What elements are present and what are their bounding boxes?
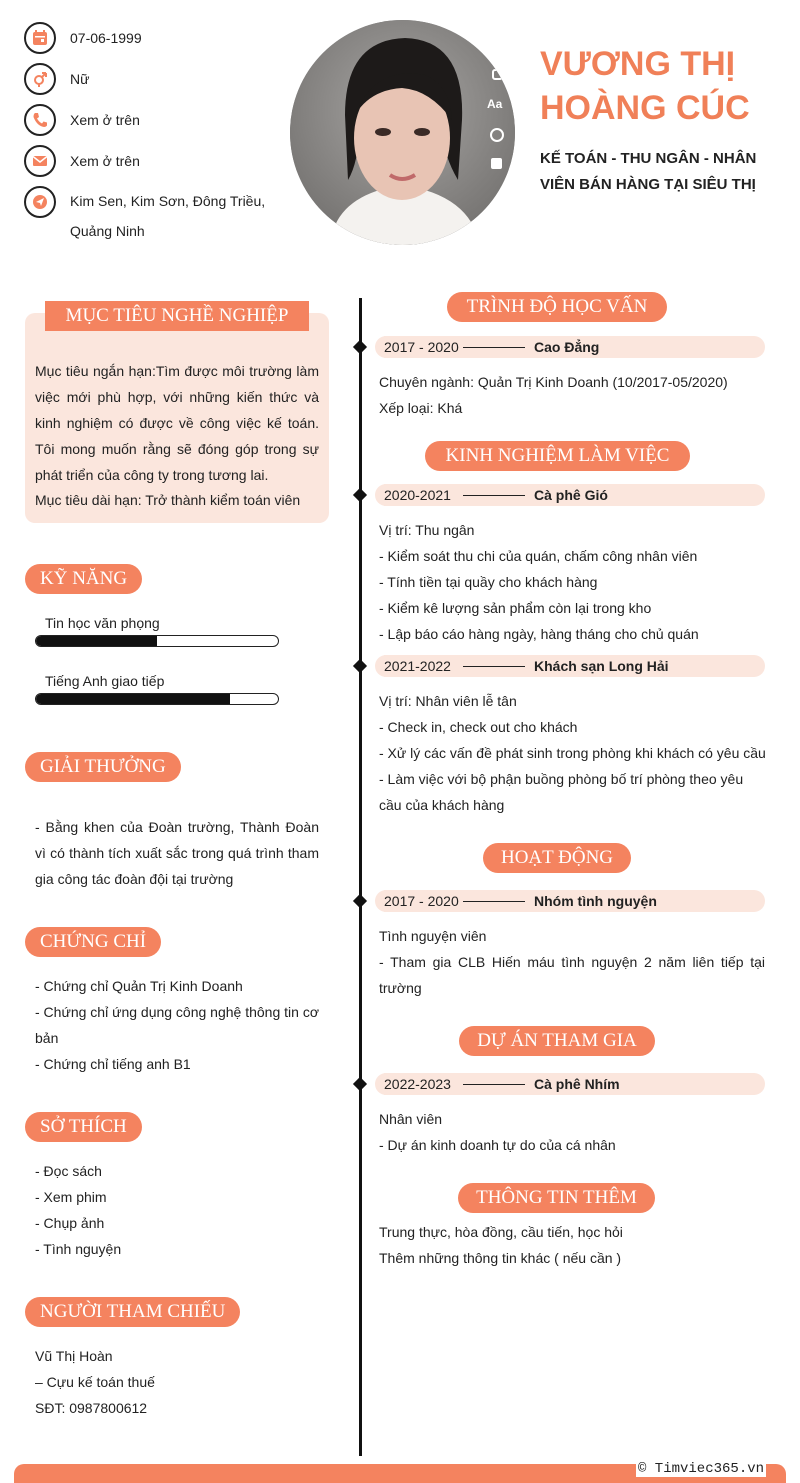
experience-line: - Check in, check out cho khách bbox=[379, 719, 578, 735]
entry-date: 2017 - 2020 bbox=[384, 336, 459, 358]
address-text: Kim Sen, Kim Sơn, Đông Triều, Quảng Ninh bbox=[70, 193, 266, 239]
extra-line: Thêm những thông tin khác ( nếu cần ) bbox=[379, 1250, 622, 1266]
awards-heading: GIẢI THƯỞNG bbox=[25, 752, 181, 782]
activities-text: - Tham gia CLB Hiến máu tình nguyện 2 năm liên tiếp tại trường bbox=[379, 954, 765, 996]
hobby-item: - Xem phim bbox=[35, 1189, 107, 1205]
phone-icon bbox=[24, 104, 56, 136]
education-heading: TRÌNH ĐỘ HỌC VẤN bbox=[447, 292, 667, 322]
experience-line: - Làm việc với bộ phận buồng phòng bố trí phòng theo yêu cầu của khách hàng bbox=[379, 771, 744, 813]
projects-heading: DỰ ÁN THAM GIA bbox=[459, 1026, 655, 1056]
candidate-name bbox=[540, 42, 750, 130]
objective-heading: MỤC TIÊU NGHỀ NGHIỆP bbox=[45, 301, 309, 331]
skill-bar-fill-2 bbox=[36, 694, 230, 704]
reference-phone: SĐT: 0987800612 bbox=[35, 1400, 148, 1416]
entry-date: 2021-2022 bbox=[384, 655, 451, 677]
timeline-marker bbox=[353, 1077, 367, 1091]
contact-phone bbox=[24, 104, 140, 136]
skill-label-1: Tin học văn phọng bbox=[45, 615, 160, 631]
certificate-item: - Chứng chỉ tiếng anh B1 bbox=[35, 1056, 191, 1072]
timeline-marker bbox=[353, 340, 367, 354]
experience-line: Vị trí: Nhân viên lễ tân bbox=[379, 693, 517, 709]
entry-connector bbox=[463, 1084, 525, 1085]
objective-short-term: Mục tiêu ngắn hạn:Tìm được môi trường làm việc mới phù hợp, với những kiến thức và kinh nghiệm có được về công việc kế toán. Tôi mong muốn rằng sẽ đóng góp trong sự phát triển của công ty trong tương lai. bbox=[35, 363, 319, 483]
experience-line: - Kiểm kê lượng sản phẩm còn lại trong kho bbox=[379, 600, 652, 616]
experience-entry bbox=[355, 655, 765, 677]
references-heading: NGƯỜI THAM CHIẾU bbox=[25, 1297, 240, 1327]
photo-overlay-text: Aa bbox=[487, 97, 503, 111]
experience-heading: KINH NGHIỆM LÀM VIỆC bbox=[425, 441, 690, 471]
extra-heading: THÔNG TIN THÊM bbox=[458, 1183, 655, 1213]
job-title: KẾ TOÁN - THU NGÂN - NHÂN VIÊN BÁN HÀNG TẠI SIÊU THỊ bbox=[540, 150, 757, 193]
email-icon bbox=[24, 145, 56, 177]
experience-line: - Kiểm soát thu chi của quán, chấm công nhân viên bbox=[379, 548, 698, 564]
entry-connector bbox=[463, 666, 525, 667]
dob-text: 07-06-1999 bbox=[70, 30, 142, 46]
skills-heading: KỸ NĂNG bbox=[25, 564, 142, 594]
education-entry bbox=[355, 336, 765, 358]
entry-date: 2017 - 2020 bbox=[384, 890, 459, 912]
entry-org: Khách sạn Long Hải bbox=[534, 658, 669, 674]
reference-name: Vũ Thị Hoàn bbox=[35, 1348, 113, 1364]
education-line: Chuyên ngành: Quản Trị Kinh Doanh (10/2017-05/2020) bbox=[379, 374, 728, 390]
experience-entry bbox=[355, 484, 765, 506]
entry-connector bbox=[463, 495, 525, 496]
phone-text: Xem ở trên bbox=[70, 112, 140, 128]
projects-line: - Dự án kinh doanh tự do của cá nhân bbox=[379, 1137, 616, 1153]
certificate-item: - Chứng chỉ ứng dụng công nghệ thông tin cơ bản bbox=[35, 1004, 319, 1046]
contact-address bbox=[24, 186, 280, 246]
timeline-marker bbox=[353, 659, 367, 673]
extra-line: Trung thực, hòa đồng, cầu tiến, học hỏi bbox=[379, 1224, 623, 1240]
experience-line: Vị trí: Thu ngân bbox=[379, 522, 475, 538]
hobby-item: - Tình nguyện bbox=[35, 1241, 122, 1257]
activities-entry bbox=[355, 890, 765, 912]
reference-role: – Cựu kế toán thuế bbox=[35, 1374, 155, 1390]
name-line1: VƯƠNG THỊ bbox=[540, 45, 736, 83]
experience-line: - Xử lý các vấn đề phát sinh trong phòng khi khách có yêu cầu bbox=[379, 745, 766, 761]
hobby-item: - Đọc sách bbox=[35, 1163, 102, 1179]
entry-org: Cà phê Gió bbox=[534, 487, 608, 503]
skill-label-2: Tiếng Anh giao tiếp bbox=[45, 673, 165, 689]
certificate-item: - Chứng chỉ Quản Trị Kinh Doanh bbox=[35, 978, 243, 994]
entry-date: 2020-2021 bbox=[384, 484, 451, 506]
watermark: © Timviec365.vn bbox=[638, 1461, 765, 1477]
experience-line: - Tính tiền tại quầy cho khách hàng bbox=[379, 574, 598, 590]
objective-long-term: Mục tiêu dài hạn: Trở thành kiểm toán viên bbox=[35, 492, 301, 508]
certificates-heading: CHỨNG CHỈ bbox=[25, 927, 161, 957]
location-icon bbox=[24, 186, 56, 218]
timeline-marker bbox=[353, 894, 367, 908]
projects-line: Nhân viên bbox=[379, 1111, 443, 1127]
contact-gender bbox=[24, 63, 89, 95]
skill-bar-fill-1 bbox=[36, 636, 157, 646]
calendar-icon bbox=[24, 22, 56, 54]
experience-line: - Lập báo cáo hàng ngày, hàng tháng cho chủ quán bbox=[379, 626, 699, 642]
timeline-marker bbox=[353, 488, 367, 502]
hobby-item: - Chụp ảnh bbox=[35, 1215, 105, 1231]
gender-text: Nữ bbox=[70, 71, 90, 87]
projects-entry bbox=[355, 1073, 765, 1095]
timeline-line bbox=[359, 298, 362, 1456]
hobbies-heading: SỞ THÍCH bbox=[25, 1112, 142, 1142]
contact-email bbox=[24, 145, 140, 177]
entry-org: Cao Đẳng bbox=[534, 339, 600, 355]
name-line2: HOÀNG CÚC bbox=[540, 89, 750, 127]
entry-org: Cà phê Nhím bbox=[534, 1076, 620, 1092]
profile-photo bbox=[290, 20, 515, 245]
email-text: Xem ở trên bbox=[70, 153, 140, 169]
skill-bar-1 bbox=[35, 635, 279, 647]
entry-connector bbox=[463, 347, 525, 348]
gender-icon bbox=[24, 63, 56, 95]
skill-bar-2 bbox=[35, 693, 279, 705]
entry-date: 2022-2023 bbox=[384, 1073, 451, 1095]
entry-org: Nhóm tình nguyện bbox=[534, 893, 657, 909]
activities-role: Tình nguyện viên bbox=[379, 928, 487, 944]
education-line: Xếp loại: Khá bbox=[379, 400, 463, 416]
contact-dob bbox=[24, 22, 142, 54]
entry-connector bbox=[463, 901, 525, 902]
awards-text: - Bằng khen của Đoàn trường, Thành Đoàn vì có thành tích xuất sắc trong quá trình tham gia công tác đoàn đội tại trường bbox=[35, 819, 319, 887]
activities-heading: HOẠT ĐỘNG bbox=[483, 843, 631, 873]
